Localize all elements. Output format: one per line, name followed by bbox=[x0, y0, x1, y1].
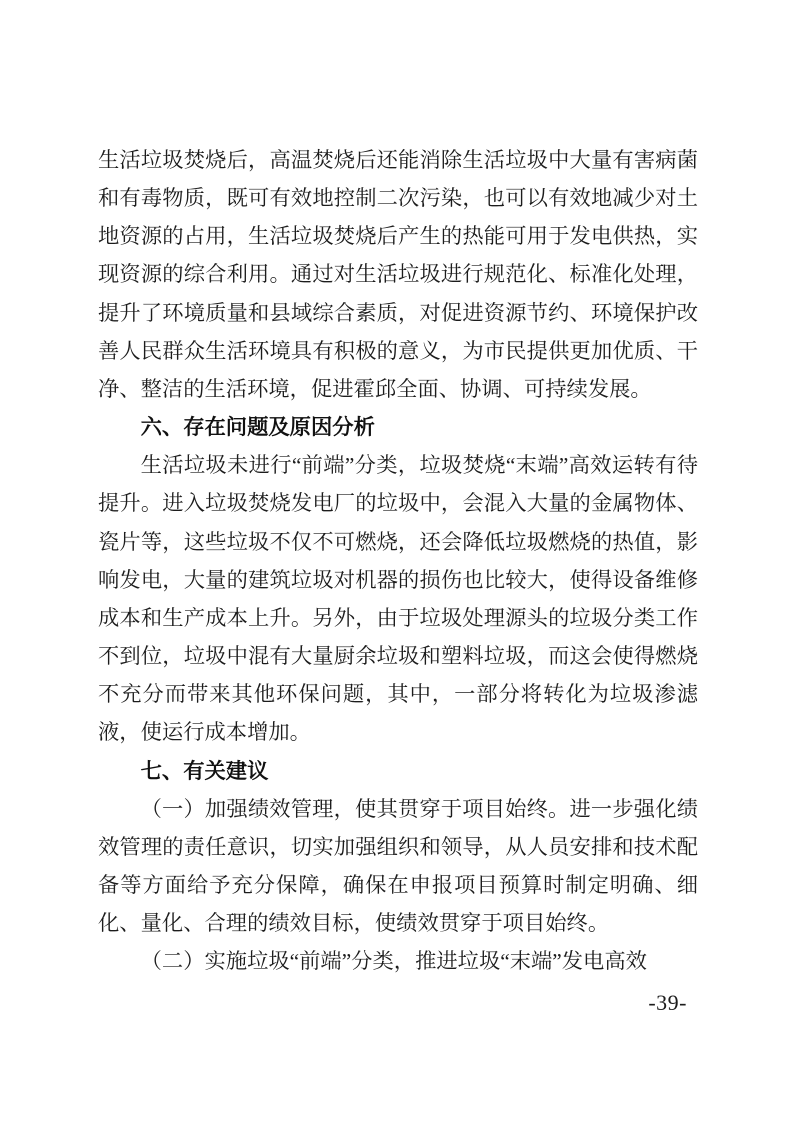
section-heading-suggestions: 七、有关建议 bbox=[140, 758, 269, 783]
paragraph-suggestion-one: （一）加强绩效管理，使其贯穿于项目始终。进一步强化绩效管理的责任意识，切实加强组织和领导，从人员安排和技术配备等方面给予充分保障，确保在申报项目预算时制定明确、细化、量化、合理的绩效目标，使绩效贯穿于项目始终。 bbox=[98, 796, 698, 936]
paragraph-problems-analysis: 生活垃圾未进行“前端”分类，垃圾焚烧“末端”高效运转有待提升。进入垃圾焚烧发电厂的垃圾中，会混入大量的金属物体、瓷片等，这些垃圾不仅不可燃烧，还会降低垃圾燃烧的热值，影响发电，大量的建筑垃圾对机器的损伤也比较大，使得设备维修成本和生产成本上升。另外，由于垃圾处理源头的垃圾分类工作不到位，垃圾中混有大量厨余垃圾和塑料垃圾，而这会使得燃烧不充分而带来其他环保问题，其中，一部分将转化为垃圾渗滤液，使运行成本增加。 bbox=[98, 453, 698, 745]
paragraph-suggestion-two: （二）实施垃圾“前端”分类，推进垃圾“末端”发电高效 bbox=[140, 949, 647, 974]
paragraph-incineration-benefits: 生活垃圾焚烧后，高温焚烧后还能消除生活垃圾中大量有害病菌和有毒物质，既可有效地控制二次污染，也可以有效地减少对土地资源的占用，生活垃圾焚烧后产生的热能可用于发电供热，实现资源的综合利用。通过对生活垃圾进行规范化、标准化处理，提升了环境质量和县域综合素质，对促进资源节约、环境保护改善人民群众生活环境具有积极的意义，为市民提供更加优质、干净、整洁的生活环境，促进霍邱全面、协调、可持续发展。 bbox=[98, 148, 698, 401]
page-content bbox=[98, 141, 698, 980]
page-number: -39- bbox=[648, 990, 687, 1015]
section-heading-problems-analysis: 六、存在问题及原因分析 bbox=[140, 415, 375, 440]
